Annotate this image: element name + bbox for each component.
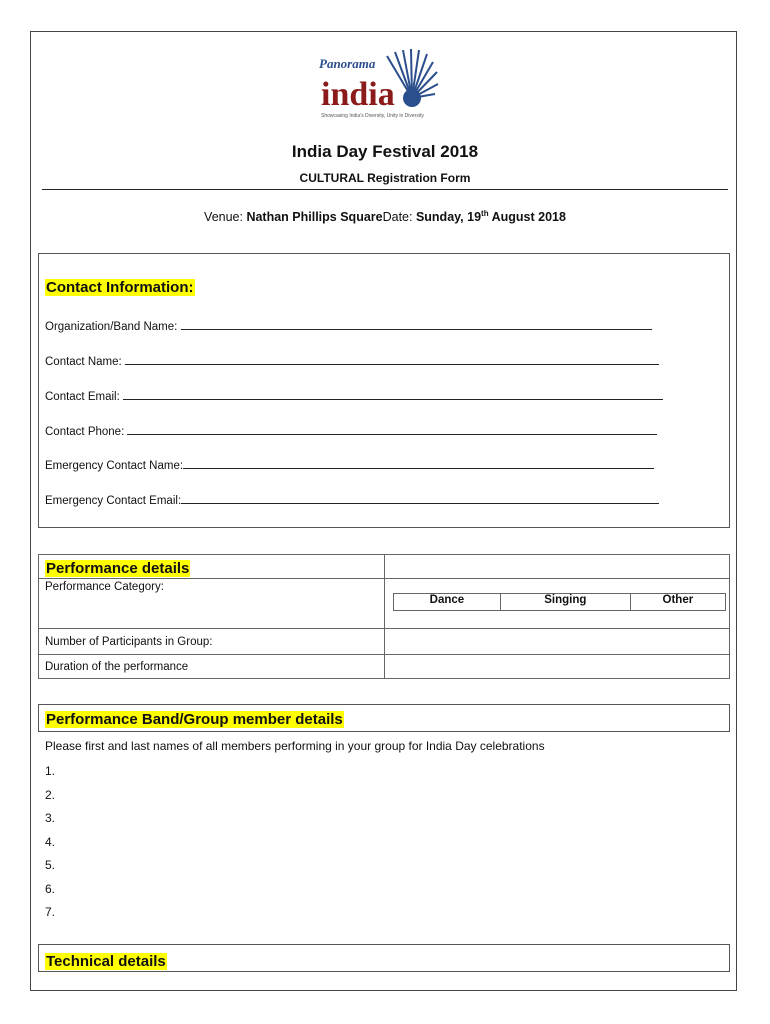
organization-name-field[interactable]: Organization/Band Name:	[45, 318, 652, 333]
venue-value: Nathan Phillips Square	[246, 210, 383, 224]
member-line-3[interactable]: 3.	[45, 811, 56, 825]
emergency-contact-name-field[interactable]: Emergency Contact Name:	[45, 457, 654, 472]
category-label-cell	[39, 579, 385, 629]
category-other[interactable]: Other	[630, 594, 725, 611]
organization-name-blank[interactable]	[181, 318, 652, 330]
category-options	[393, 593, 726, 611]
contact-heading: Contact Information:	[46, 279, 194, 296]
technical-heading: Technical details	[46, 953, 166, 970]
svg-text:Showcasing India's Diversity,: Showcasing India's Diversity, Unity in Diversity	[321, 113, 424, 119]
form-title: India Day Festival 2018	[291, 142, 479, 161]
members-heading: Performance Band/Group member details	[46, 711, 343, 728]
emergency-contact-email-blank[interactable]	[181, 492, 659, 504]
contact-phone-field[interactable]: Contact Phone:	[45, 423, 657, 438]
performance-heading-empty	[385, 555, 730, 579]
member-line-7[interactable]: 7.	[45, 905, 56, 919]
contact-phone-blank[interactable]	[127, 423, 657, 435]
contact-name-field[interactable]: Contact Name:	[45, 353, 659, 368]
contact-email-field[interactable]: Contact Email:	[45, 388, 663, 403]
member-line-2[interactable]: 2.	[45, 788, 56, 802]
member-line-1[interactable]: 1.	[45, 764, 56, 778]
category-dance[interactable]: Dance	[394, 594, 501, 611]
category-options-cell	[385, 579, 730, 629]
duration-input[interactable]	[385, 655, 730, 679]
date-value: Sunday, 19th August 2018	[415, 209, 566, 224]
performance-heading: Performance details	[46, 560, 190, 577]
category-label: Performance Category:	[45, 581, 164, 593]
member-line-4[interactable]: 4.	[45, 835, 56, 849]
member-line-6[interactable]: 6.	[45, 882, 56, 896]
title-divider	[42, 189, 728, 190]
participants-label: Number of Participants in Group:	[39, 629, 385, 655]
performance-table	[38, 554, 730, 679]
emergency-contact-email-field[interactable]: Emergency Contact Email:	[45, 492, 659, 507]
member-line-5[interactable]: 5.	[45, 858, 56, 872]
venue-date-line: Venue: Nathan Phillips SquareDate: Sunday, 19th August 2018	[204, 209, 566, 224]
category-singing[interactable]: Singing	[500, 594, 630, 611]
svg-text:india: india	[321, 76, 395, 113]
form-subtitle: CULTURAL Registration Form	[299, 171, 471, 185]
svg-text:Panorama: Panorama	[319, 56, 376, 71]
contact-name-blank[interactable]	[125, 353, 659, 365]
participants-input[interactable]	[385, 629, 730, 655]
duration-label: Duration of the performance	[39, 655, 385, 679]
members-instruction: Please first and last names of all members performing in your group for India Day celebrations	[45, 739, 545, 753]
contact-email-blank[interactable]	[123, 388, 663, 400]
panorama-india-logo	[317, 48, 439, 124]
emergency-contact-name-blank[interactable]	[183, 457, 654, 469]
performance-heading-cell	[39, 555, 385, 579]
